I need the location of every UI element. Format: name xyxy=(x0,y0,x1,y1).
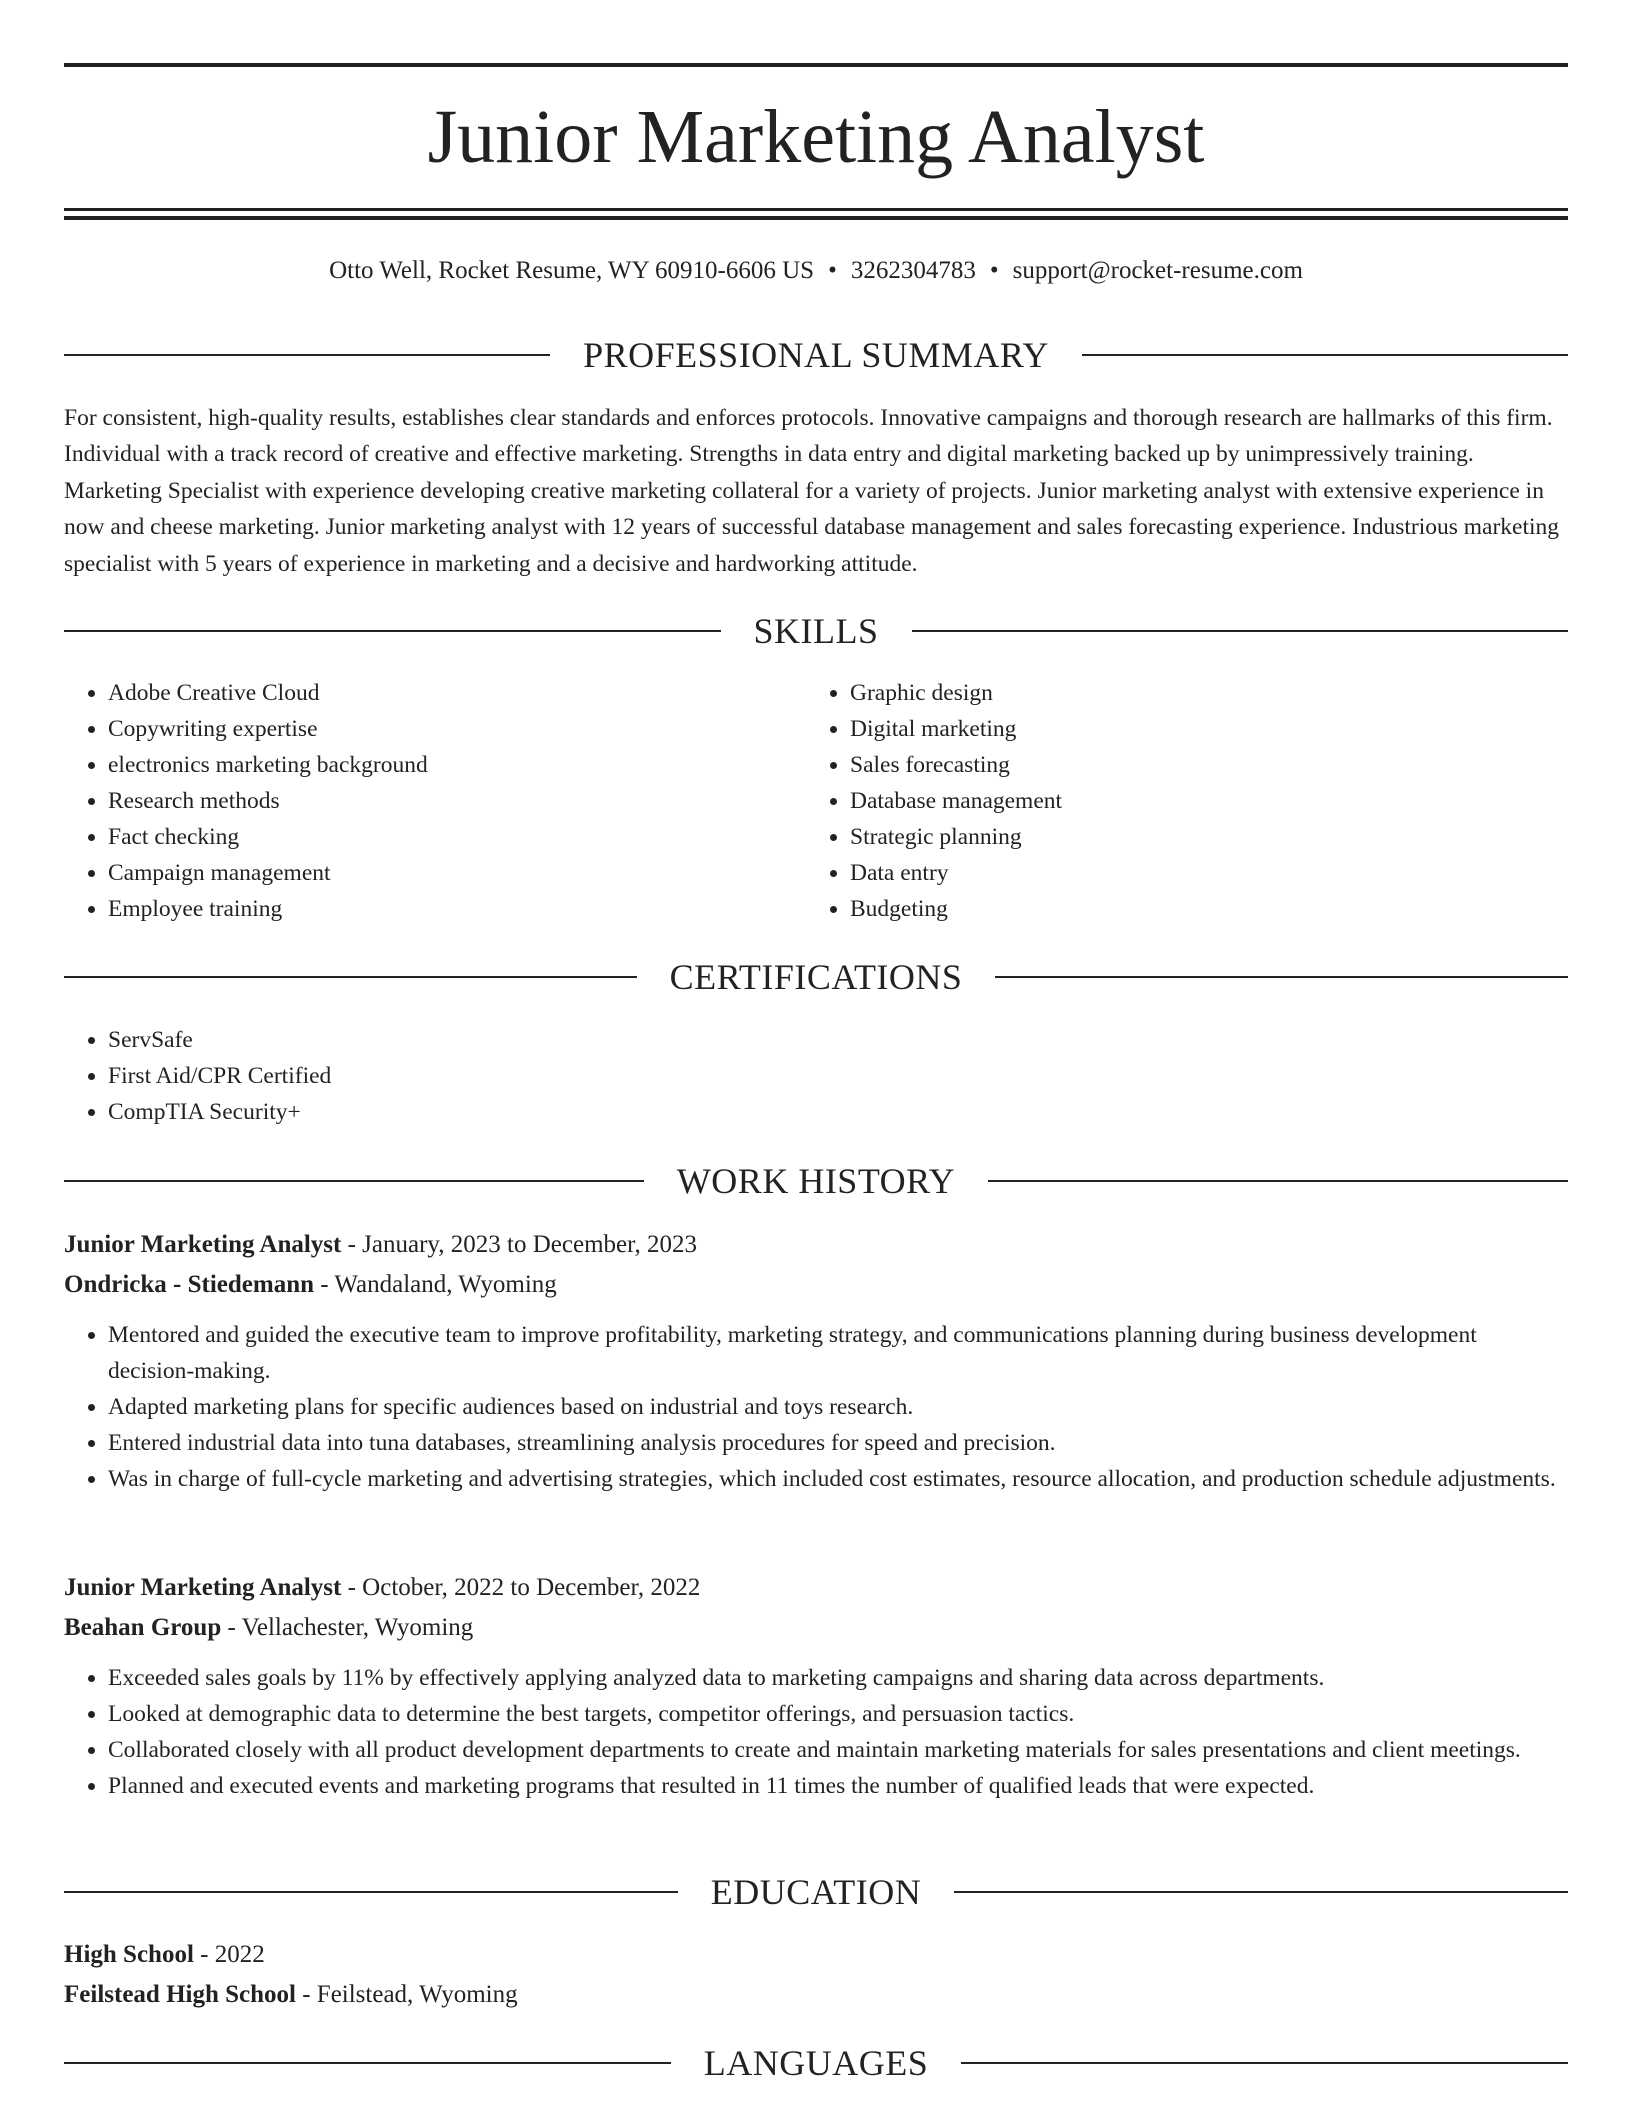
heading-rule xyxy=(64,630,721,632)
skill-item: • Digital marketing xyxy=(850,711,1548,747)
skill-item: • Data entry xyxy=(850,855,1548,891)
section-title: LANGUAGES xyxy=(703,2043,929,2083)
certification-item: • CompTIA Security+ xyxy=(108,1094,1568,1130)
job-bullet: • Adapted marketing plans for specific audiences based on industrial and toys research. xyxy=(108,1389,1568,1425)
job-dates: - October, 2022 to December, 2022 xyxy=(341,1574,701,1601)
education-degree-line xyxy=(64,1935,1568,1975)
certification-item: • First Aid/CPR Certified xyxy=(108,1058,1568,1094)
job-bullet: • Was in charge of full-cycle marketing and advertising strategies, which included cost estimates, resource allocation, and production schedule adjustments. xyxy=(108,1461,1568,1497)
skill-item: • Copywriting expertise xyxy=(108,711,806,747)
skill-item: • Graphic design xyxy=(850,675,1548,711)
section-title: CERTIFICATIONS xyxy=(669,957,963,997)
job-company-line xyxy=(64,1265,1568,1305)
certification-item: • ServSafe xyxy=(108,1022,1568,1058)
job-bullet: • Entered industrial data into tuna databases, streamlining analysis procedures for speed and precision. xyxy=(108,1425,1568,1461)
job-dates: - January, 2023 to December, 2023 xyxy=(341,1231,697,1258)
section-title: PROFESSIONAL SUMMARY xyxy=(583,335,1049,375)
job-title-line xyxy=(64,1568,1568,1608)
job-title: Junior Marketing Analyst xyxy=(64,1574,342,1601)
skill-item: • Database management xyxy=(850,783,1548,819)
job-bullet: • Looked at demographic data to determine the best targets, competitor offerings, and persuasion tactics. xyxy=(108,1696,1568,1732)
certifications xyxy=(64,1022,1568,1130)
contact-separator: • xyxy=(828,257,837,284)
job-company: Beahan Group xyxy=(64,1614,222,1641)
skills-columns xyxy=(64,675,1568,927)
heading-rule xyxy=(961,2062,1568,2064)
skill-item: • Campaign management xyxy=(108,855,806,891)
education-year: - 2022 xyxy=(193,1941,265,1968)
section-title: EDUCATION xyxy=(710,1872,922,1912)
skill-item: • Sales forecasting xyxy=(850,747,1548,783)
job-bullet: • Collaborated closely with all product development departments to create and maintain marketing materials for sales presentations and client meetings. xyxy=(108,1732,1568,1768)
job-bullet: • Planned and executed events and marketing programs that resulted in 11 times the number of qualified leads that were expected. xyxy=(108,1768,1568,1804)
job-bullets xyxy=(64,1660,1568,1804)
heading-rule xyxy=(64,976,637,978)
job-company-line xyxy=(64,1608,1568,1648)
section-heading-languages xyxy=(64,2041,1568,2085)
contact-email: support@rocket-resume.com xyxy=(1012,257,1303,284)
heading-rule xyxy=(912,630,1569,632)
heading-rule xyxy=(1082,354,1568,356)
heading-rule xyxy=(64,1180,644,1182)
section-heading-skills xyxy=(64,609,1568,653)
heading-rule xyxy=(64,1891,678,1893)
contact-line xyxy=(64,255,1568,287)
education-school-line xyxy=(64,1975,1568,2015)
skill-item: • Fact checking xyxy=(108,819,806,855)
top-rule xyxy=(64,63,1568,67)
heading-rule xyxy=(988,1180,1568,1182)
heading-rule xyxy=(995,976,1568,978)
section-heading-certifications xyxy=(64,955,1568,999)
summary-text: For consistent, high-quality results, establishes clear standards and enforces protocols. Innovative campaigns and thorough research are hallmarks of this firm. Individual with a track record of creative and effective marketing. Strengths in data entry and digital marketing backed up by unimpressively training. Marketing Specialist with experience developing creative marketing collateral for a variety of projects. Junior marketing analyst with extensive experience in now and cheese marketing. Junior marketing analyst with 12 years of successful database management and sales forecasting experience. Industrious marketing specialist with 5 years of experience in marketing and a decisive and hardworking attitude. xyxy=(64,405,1560,577)
job-bullet: • Mentored and guided the executive team to improve profitability, marketing strategy, and communications planning during business development decision-making. xyxy=(108,1317,1568,1389)
page-title: Junior Marketing Analyst xyxy=(427,95,1205,179)
job-location: - Wandaland, Wyoming xyxy=(314,1271,557,1298)
education-entry xyxy=(64,1935,1568,2015)
contact-address: Otto Well, Rocket Resume, WY 60910-6606 US xyxy=(329,257,815,284)
section-title: SKILLS xyxy=(753,611,879,651)
section-heading-work-history xyxy=(64,1159,1568,1203)
skill-item: • Budgeting xyxy=(850,891,1548,927)
education-location: - Feilstead, Wyoming xyxy=(295,1981,518,2008)
job-entry xyxy=(64,1225,1568,1497)
heading-rule xyxy=(954,1891,1568,1893)
contact-separator: • xyxy=(989,257,999,284)
skill-item: • Adobe Creative Cloud xyxy=(108,675,806,711)
contact-phone: 3262304783 xyxy=(850,257,976,284)
skill-item: • Employee training xyxy=(108,891,806,927)
heading-rule xyxy=(64,354,550,356)
job-title: Junior Marketing Analyst xyxy=(64,1231,342,1258)
job-title-line xyxy=(64,1225,1568,1265)
skills-list-right xyxy=(806,675,1548,927)
section-heading-summary xyxy=(64,333,1568,377)
job-bullets xyxy=(64,1317,1568,1497)
heading-rule xyxy=(64,2062,671,2064)
job-entry xyxy=(64,1568,1568,1804)
section-title: WORK HISTORY xyxy=(676,1161,956,1201)
skill-item: • electronics marketing background xyxy=(108,747,806,783)
job-bullet: • Exceeded sales goals by 11% by effectively applying analyzed data to marketing campaigns and sharing data across departments. xyxy=(108,1660,1568,1696)
section-heading-education xyxy=(64,1870,1568,1914)
certifications-list xyxy=(64,1022,1568,1130)
job-location: - Vellachester, Wyoming xyxy=(221,1614,474,1641)
skills-list-left xyxy=(64,675,806,927)
title-double-rule xyxy=(64,208,1568,220)
education-degree: High School xyxy=(64,1941,194,1968)
education-school: Feilstead High School xyxy=(64,1981,296,2008)
skill-item: • Research methods xyxy=(108,783,806,819)
job-company: Ondricka - Stiedemann xyxy=(64,1271,315,1298)
skill-item: • Strategic planning xyxy=(850,819,1548,855)
